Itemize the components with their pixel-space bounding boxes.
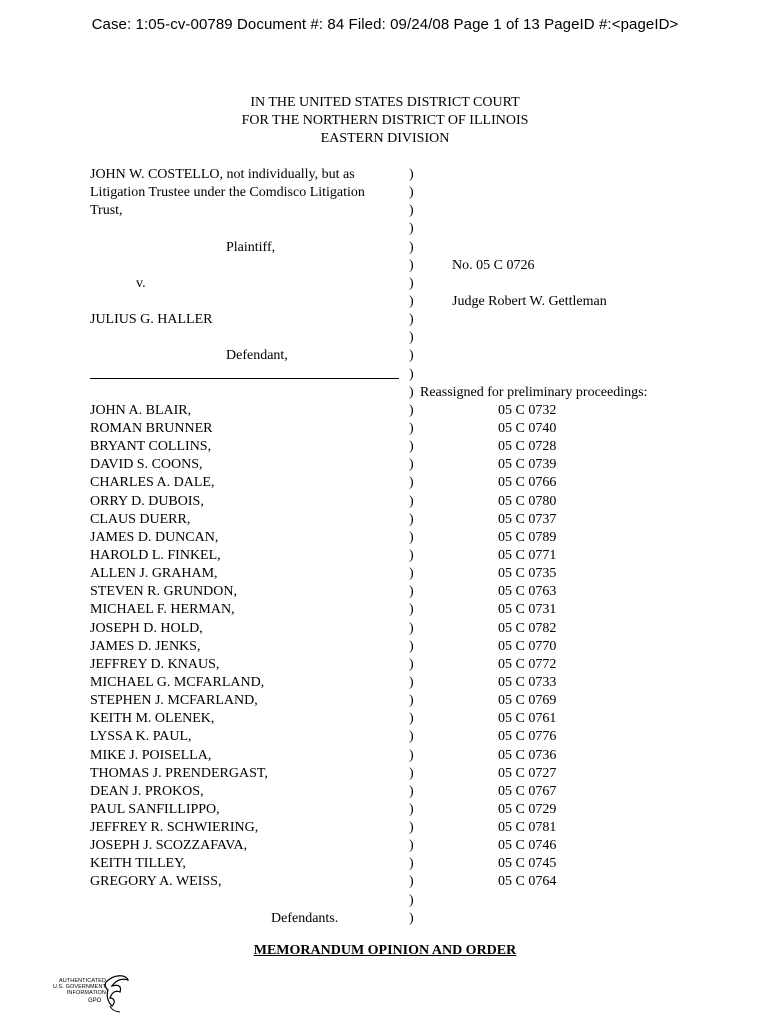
caption-text: JULIUS G. HALLER (90, 312, 213, 328)
caption-row (90, 184, 730, 202)
caption-row (90, 311, 730, 329)
defendant-name: JOSEPH J. SCOZZAFAVA, (90, 838, 248, 854)
defendant-row (90, 601, 730, 619)
court-heading (0, 94, 770, 148)
defendant-name: MICHAEL F. HERMAN, (90, 602, 235, 618)
gpo-mark-text: GPO (88, 998, 102, 1004)
defendant-case-number: 05 C 0776 (498, 729, 557, 745)
defendant-row (90, 547, 730, 565)
caption-paren: ) (409, 566, 414, 582)
caption-paren: ) (409, 203, 414, 219)
defendant-row (90, 456, 730, 474)
caption-right-text: Reassigned for preliminary proceedings: (420, 384, 648, 400)
defendant-case-number: 05 C 0728 (498, 439, 557, 455)
caption-row (90, 202, 730, 220)
caption-paren: ) (409, 729, 414, 745)
caption-row (90, 239, 730, 257)
defendant-case-number: 05 C 0731 (498, 602, 557, 618)
caption-row (90, 366, 730, 384)
caption-paren: ) (409, 910, 414, 926)
caption-paren: ) (409, 420, 414, 436)
defendant-row (90, 620, 730, 638)
defendant-row (90, 656, 730, 674)
defendant-name: KEITH M. OLENEK, (90, 711, 215, 727)
defendant-name: GREGORY A. WEISS, (90, 874, 222, 890)
defendant-case-number: 05 C 0767 (498, 783, 557, 799)
defendant-row (90, 402, 730, 420)
caption-text: JOHN W. COSTELLO, not individually, but as (90, 167, 355, 182)
defendant-row (90, 801, 730, 819)
caption-paren: ) (409, 457, 414, 473)
caption-paren: ) (409, 493, 414, 509)
caption-row (90, 166, 730, 184)
defendant-case-number: 05 C 0781 (498, 820, 557, 836)
caption-paren: ) (409, 656, 414, 672)
caption-right-text: Judge Robert W. Gettleman (452, 293, 607, 309)
defendant-name: STEVEN R. GRUNDON, (90, 584, 237, 600)
defendant-name: THOMAS J. PRENDERGAST, (90, 765, 268, 781)
defendant-row (90, 529, 730, 547)
defendant-name: ALLEN J. GRAHAM, (90, 566, 218, 582)
defendant-row (90, 765, 730, 783)
document-title: MEMORANDUM OPINION AND ORDER (253, 943, 517, 958)
defendant-row (90, 583, 730, 601)
defendant-case-number: 05 C 0732 (498, 402, 557, 418)
defendant-case-number: 05 C 0733 (498, 674, 557, 690)
defendant-case-number: 05 C 0780 (498, 493, 557, 509)
defendant-name: ROMAN BRUNNER (90, 420, 213, 436)
defendant-name: STEPHEN J. MCFARLAND, (90, 693, 258, 709)
defendant-row (90, 511, 730, 529)
defendant-row (90, 420, 730, 438)
defendant-row (90, 819, 730, 837)
defendant-row (90, 638, 730, 656)
defendant-case-number: 05 C 0769 (498, 693, 557, 709)
defendant-case-number: 05 C 0772 (498, 656, 557, 672)
defendant-case-number: 05 C 0746 (498, 838, 557, 854)
defendant-name: JOHN A. BLAIR, (90, 402, 192, 418)
caption-row (90, 910, 730, 928)
caption-paren: ) (409, 547, 414, 563)
defendant-case-number: 05 C 0763 (498, 584, 557, 600)
defendant-case-number: 05 C 0739 (498, 457, 557, 473)
caption-paren: ) (409, 439, 414, 455)
caption-text: Defendant, (226, 348, 288, 364)
caption-paren: ) (409, 892, 414, 908)
caption-paren: ) (409, 366, 414, 382)
defendant-row (90, 565, 730, 583)
caption-paren: ) (409, 801, 414, 817)
caption-row (90, 892, 730, 910)
caption-paren: ) (409, 783, 414, 799)
defendant-case-number: 05 C 0766 (498, 475, 557, 491)
defendant-case-number: 05 C 0740 (498, 420, 557, 436)
caption-text: Plaintiff, (226, 239, 276, 255)
court-line: FOR THE NORTHERN DISTRICT OF ILLINOIS (241, 113, 529, 128)
defendant-name: JOSEPH D. HOLD, (90, 620, 203, 636)
caption-row (90, 257, 730, 275)
defendant-row (90, 692, 730, 710)
caption-text: Litigation Trustee under the Comdisco Litigation (90, 185, 365, 201)
defendant-name: PAUL SANFILLIPPO, (90, 801, 220, 817)
defendant-row (90, 855, 730, 873)
gpo-eagle-icon (100, 972, 130, 1016)
caption-text: v. (136, 275, 146, 291)
defendant-case-number: 05 C 0770 (498, 638, 557, 654)
caption-paren: ) (409, 330, 414, 346)
defendant-name: DEAN J. PROKOS, (90, 783, 204, 799)
court-line: IN THE UNITED STATES DISTRICT COURT (250, 95, 520, 110)
caption-divider (90, 378, 399, 379)
defendant-name: LYSSA K. PAUL, (90, 729, 192, 745)
defendant-name: KEITH TILLEY, (90, 856, 186, 872)
court-line: EASTERN DIVISION (320, 131, 450, 146)
caption-row (90, 329, 730, 347)
caption-paren: ) (409, 275, 414, 291)
caption-paren: ) (409, 402, 414, 418)
defendant-name: MIKE J. POISELLA, (90, 747, 212, 763)
case-header: Case: 1:05-cv-00789 Document #: 84 Filed: 09/24/08 Page 1 of 13 PageID #:<pageID> (91, 16, 679, 33)
caption-paren: ) (409, 529, 414, 545)
defendant-row (90, 493, 730, 511)
caption-paren: ) (409, 293, 414, 309)
defendant-row (90, 438, 730, 456)
defendant-name: MICHAEL G. MCFARLAND, (90, 674, 265, 690)
defendant-name: JAMES D. JENKS, (90, 638, 201, 654)
caption-text: Trust, (90, 203, 123, 219)
caption-paren: ) (409, 711, 414, 727)
case-caption (90, 166, 730, 928)
defendant-name: ORRY D. DUBOIS, (90, 493, 204, 509)
defendant-row (90, 710, 730, 728)
caption-paren: ) (409, 874, 414, 890)
defendant-name: CHARLES A. DALE, (90, 475, 215, 491)
caption-paren: ) (409, 747, 414, 763)
caption-paren: ) (409, 312, 414, 328)
defendant-case-number: 05 C 0764 (498, 874, 557, 890)
caption-paren: ) (409, 239, 414, 255)
caption-paren: ) (409, 185, 414, 201)
caption-paren: ) (409, 638, 414, 654)
caption-row (90, 293, 730, 311)
caption-text: Defendants. (271, 910, 339, 926)
defendant-case-number: 05 C 0737 (498, 511, 557, 527)
defendant-name: HAROLD L. FINKEL, (90, 547, 221, 563)
caption-paren: ) (409, 820, 414, 836)
defendant-case-number: 05 C 0729 (498, 801, 557, 817)
gpo-authentication-logo (44, 972, 130, 1018)
caption-row (90, 275, 730, 293)
caption-paren: ) (409, 693, 414, 709)
defendant-name: JAMES D. DUNCAN, (90, 529, 219, 545)
defendant-row (90, 728, 730, 746)
caption-paren: ) (409, 221, 414, 237)
defendant-case-number: 05 C 0736 (498, 747, 557, 763)
defendant-row (90, 674, 730, 692)
caption-paren: ) (409, 384, 414, 400)
defendant-row (90, 747, 730, 765)
defendant-row (90, 873, 730, 891)
caption-paren: ) (409, 838, 414, 854)
defendant-name: CLAUS DUERR, (90, 511, 191, 527)
defendant-name: JEFFREY R. SCHWIERING, (90, 820, 259, 836)
caption-paren: ) (409, 620, 414, 636)
gpo-authentication-text: AUTHENTICATED U.S. GOVERNMENT INFORMATION (52, 978, 106, 997)
caption-right-text: No. 05 C 0726 (452, 257, 535, 273)
defendant-row (90, 474, 730, 492)
defendant-name: DAVID S. COONS, (90, 457, 203, 473)
caption-paren: ) (409, 257, 414, 273)
defendant-row (90, 783, 730, 801)
defendant-case-number: 05 C 0761 (498, 711, 557, 727)
caption-row (90, 347, 730, 365)
caption-paren: ) (409, 602, 414, 618)
caption-paren: ) (409, 584, 414, 600)
defendant-case-number: 05 C 0789 (498, 529, 557, 545)
defendant-name: JEFFREY D. KNAUS, (90, 656, 220, 672)
caption-paren: ) (409, 348, 414, 364)
caption-paren: ) (409, 674, 414, 690)
defendant-name: BRYANT COLLINS, (90, 439, 212, 455)
caption-paren: ) (409, 765, 414, 781)
caption-row (90, 384, 730, 402)
caption-paren: ) (409, 856, 414, 872)
defendant-case-number: 05 C 0745 (498, 856, 557, 872)
defendant-case-number: 05 C 0735 (498, 566, 557, 582)
caption-paren: ) (409, 167, 414, 182)
defendant-case-number: 05 C 0771 (498, 547, 557, 563)
defendant-case-number: 05 C 0782 (498, 620, 557, 636)
caption-paren: ) (409, 511, 414, 527)
caption-paren: ) (409, 475, 414, 491)
caption-row (90, 220, 730, 238)
defendant-case-number: 05 C 0727 (498, 765, 557, 781)
defendant-row (90, 837, 730, 855)
